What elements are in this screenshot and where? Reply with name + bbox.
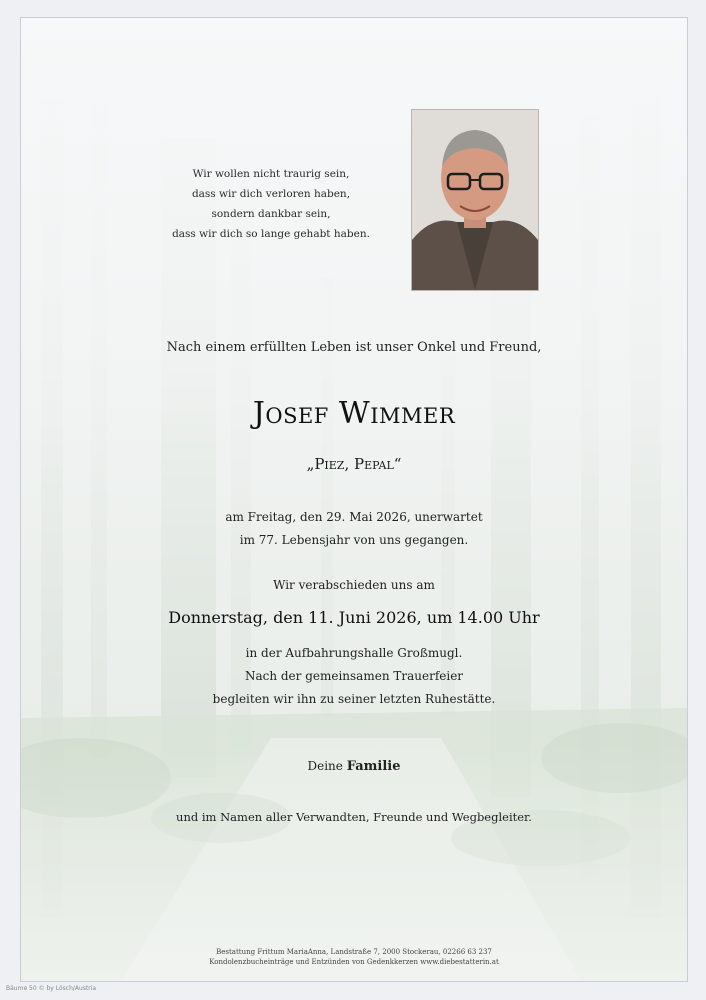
- poem-line: dass wir dich verloren haben,: [191, 188, 351, 200]
- farewell-intro: Wir verabschieden uns am: [273, 578, 435, 592]
- footer-website: Kondolenzbucheinträge und Entzünden von Gedenkkerzen www.diebestatterin.at: [209, 958, 499, 966]
- intro-text: Nach einem erfüllten Leben ist unser Onkel und Freund,: [166, 340, 542, 355]
- family-prefix: Deine: [307, 759, 343, 773]
- copyright-text: Bäume 50 © by Lösch/Austria: [6, 985, 97, 992]
- footer: [21, 947, 687, 967]
- location-line: Nach der gemeinsamen Trauerfeier: [244, 669, 464, 683]
- portrait-photo-icon: [412, 110, 538, 290]
- obituary-card: [20, 17, 688, 982]
- location-line: in der Aufbahrungshalle Großmugl.: [245, 646, 463, 660]
- location-line: begleiten wir ihn zu seiner letzten Ruhestätte.: [212, 692, 496, 706]
- portrait-photo: [411, 109, 539, 291]
- relatives-text: und im Namen aller Verwandten, Freunde und Wegbegleiter.: [176, 810, 532, 824]
- death-line: am Freitag, den 29. Mai 2026, unerwartet: [225, 510, 483, 524]
- death-line: im 77. Lebensjahr von uns gegangen.: [239, 533, 469, 547]
- family-name: Familie: [346, 759, 401, 774]
- poem: [146, 164, 396, 244]
- death-notice: [21, 506, 687, 552]
- funeral-date: Donnerstag, den 11. Juni 2026, um 14.00 Uhr: [168, 608, 540, 627]
- poem-line: sondern dankbar sein,: [211, 208, 331, 220]
- poem-line: dass wir dich so lange gehabt haben.: [172, 228, 370, 240]
- deceased-name: Josef Wimmer: [252, 396, 456, 431]
- footer-address: Bestattung Frittum MariaAnna, Landstraße 7, 2000 Stockerau, 02266 63 237: [216, 948, 492, 956]
- funeral-location: [21, 642, 687, 711]
- deceased-nickname: „Piez, Pepal“: [306, 455, 402, 473]
- family-signature: [21, 759, 687, 774]
- poem-line: Wir wollen nicht traurig sein,: [192, 168, 350, 180]
